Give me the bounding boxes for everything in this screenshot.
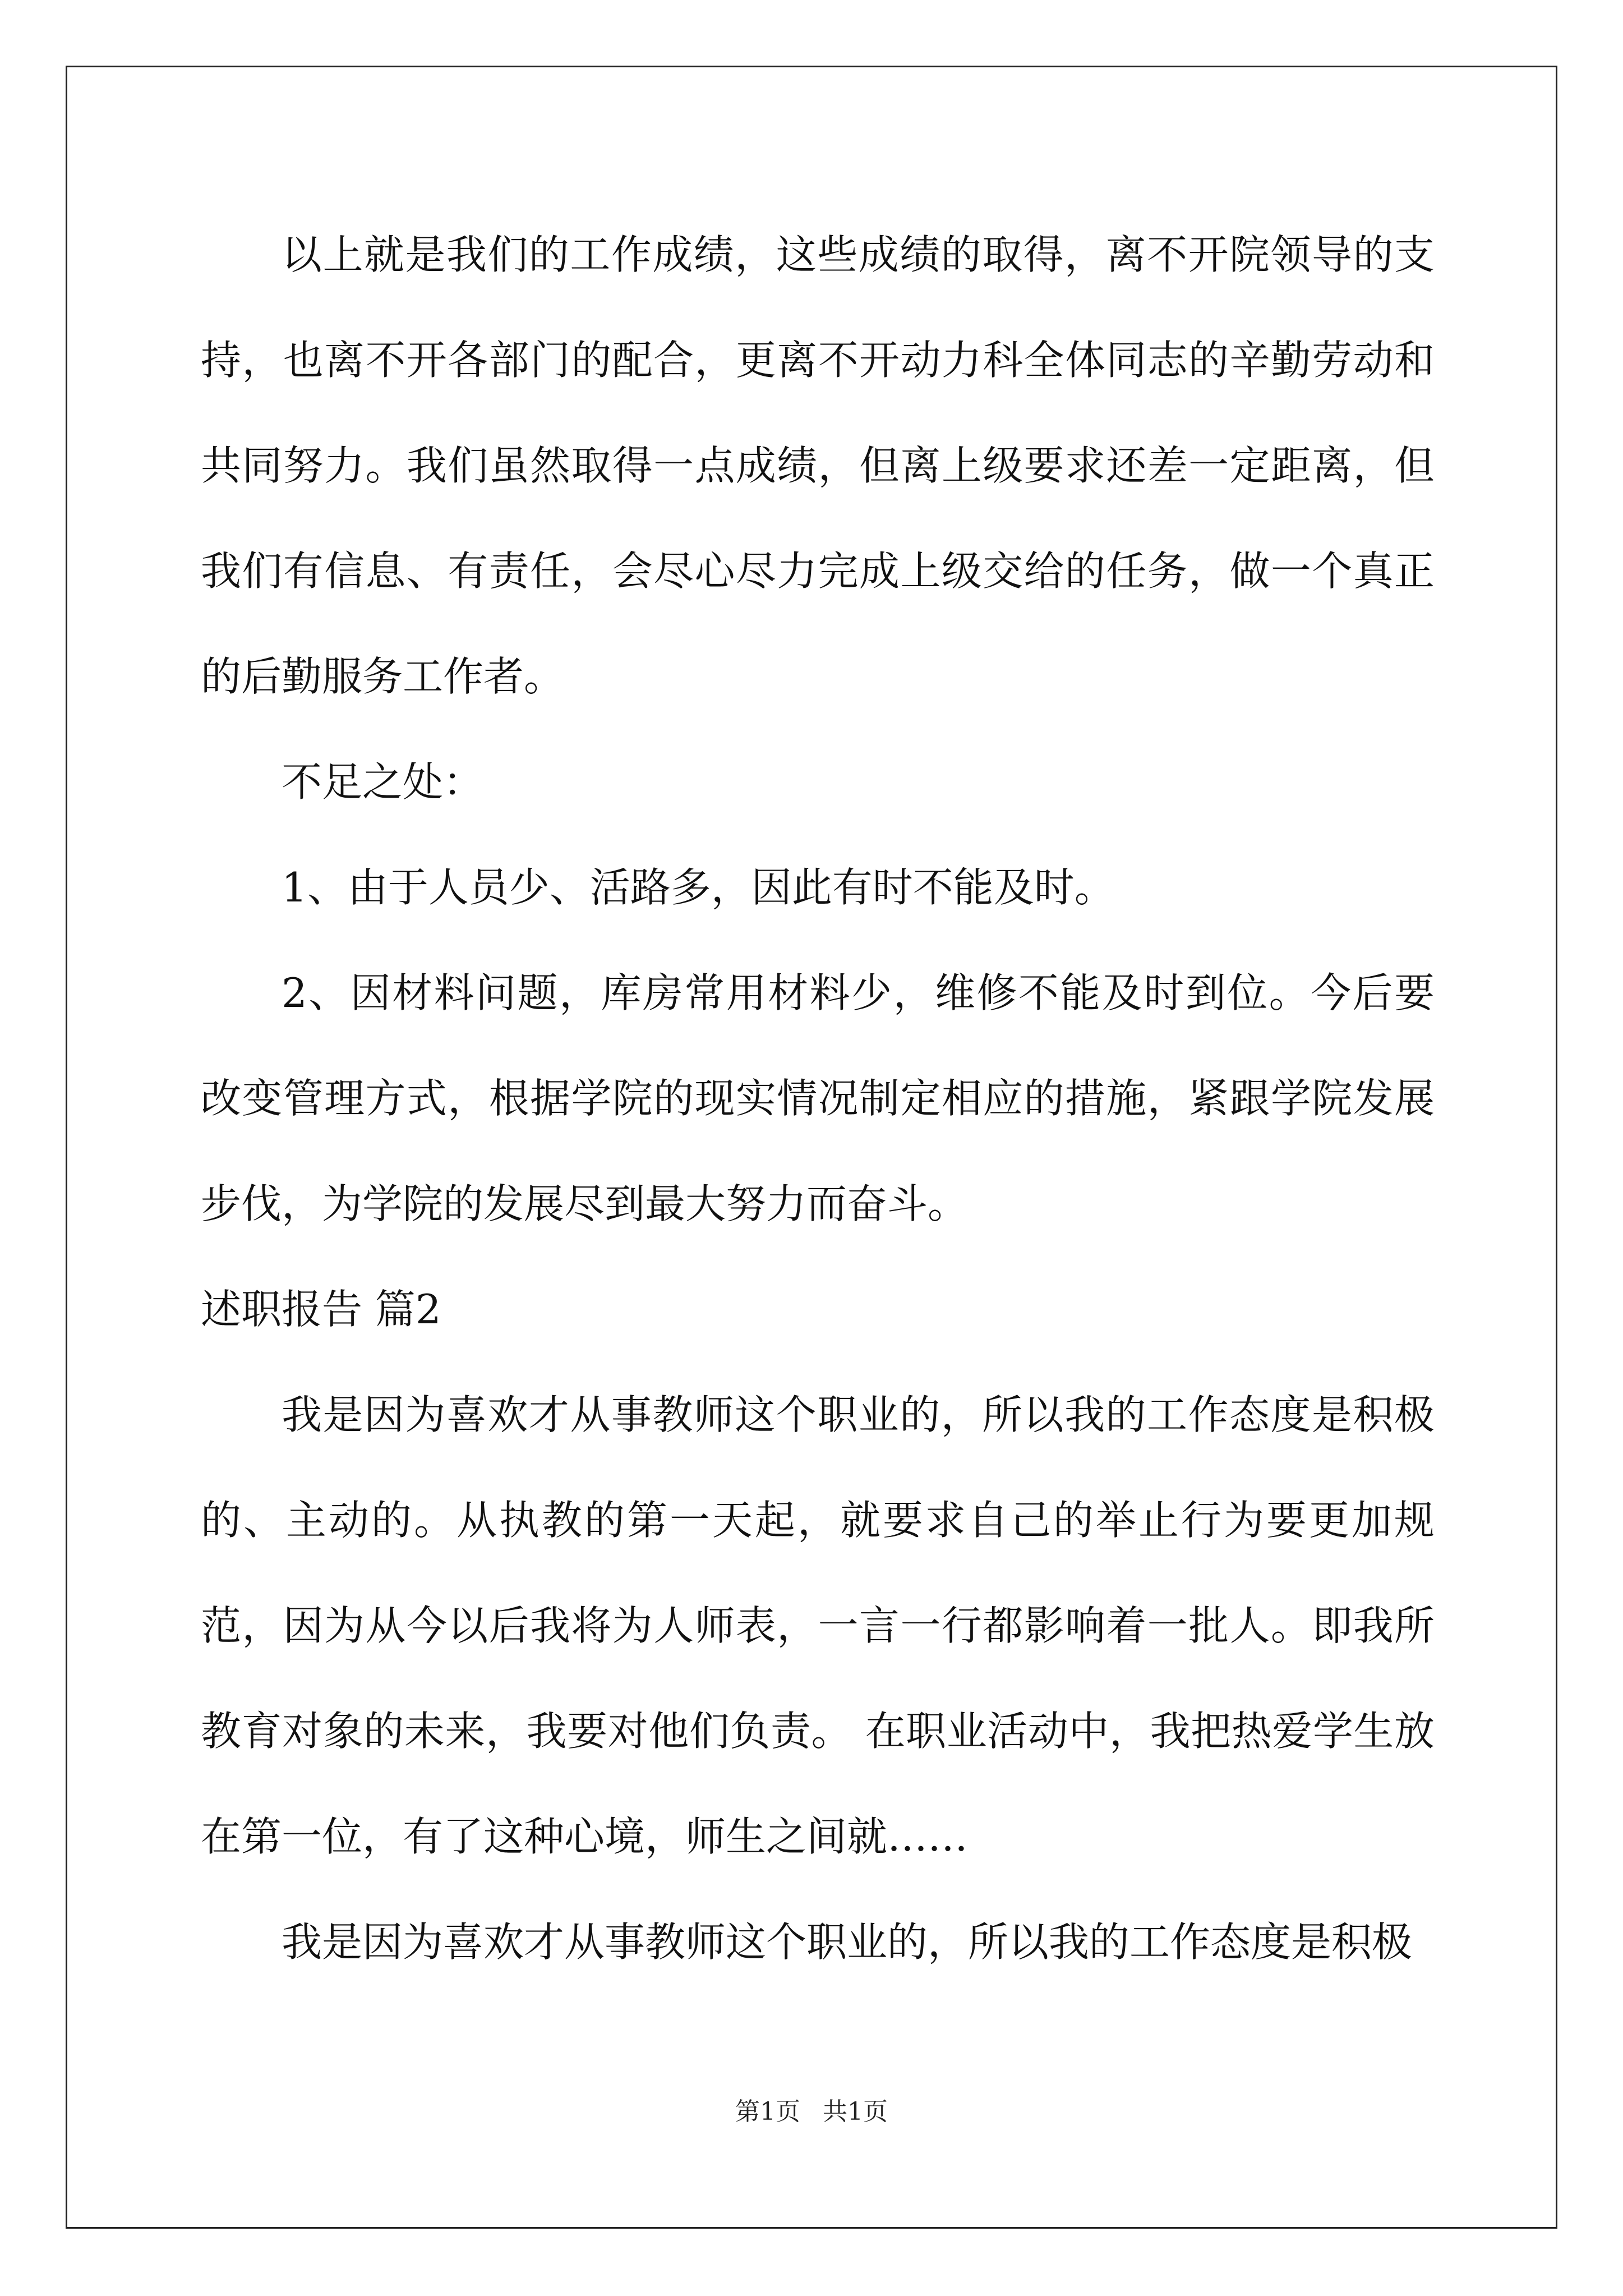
paragraph-shortcomings-title: 不足之处： bbox=[282, 758, 484, 806]
paragraph-section2-2: 我是因为喜欢才从事教师这个职业的，所以我的工作态度是积极 bbox=[282, 1918, 1413, 1966]
document-body bbox=[201, 202, 1435, 1995]
page-number-current: 第1页 bbox=[735, 2097, 800, 2126]
page-number-total: 共1页 bbox=[823, 2097, 888, 2126]
paragraph-shortcoming-1: 1、由于人员少、活路多，因此有时不能及时。 bbox=[282, 864, 1115, 911]
paragraph-shortcoming-2: 2、因材料问题，库房常用材料少，维修不能及时到位。今后要改变管理方式，根据学院的现实情况制定相应的措施，紧跟学院发展步伐，为学院的发展尽到最大努力而奋斗。 bbox=[201, 969, 1435, 1227]
page-footer bbox=[0, 2095, 1623, 2129]
paragraph-achievements: 以上就是我们的工作成绩，这些成绩的取得，离不开院领导的支持，也离不开各部门的配合，更离不开动力科全体同志的辛勤劳动和共同努力。我们虽然取得一点成绩，但离上级要求还差一定距离，但我们有信息、有责任，会尽心尽力完成上级交给的任务，做一个真正的后勤服务工作者。 bbox=[201, 231, 1435, 700]
paragraph-section2-1: 我是因为喜欢才从事教师这个职业的，所以我的工作态度是积极的、主动的。从执教的第一天起，就要求自己的举止行为要更加规范，因为从今以后我将为人师表，一言一行都影响着一批人。即我所教育对象的未来，我要对他们负责。 在职业活动中，我把热爱学生放在第一位，有了这种心境，师生之间就…… bbox=[201, 1391, 1435, 1860]
section-heading: 述职报告 篇2 bbox=[201, 1286, 441, 1333]
